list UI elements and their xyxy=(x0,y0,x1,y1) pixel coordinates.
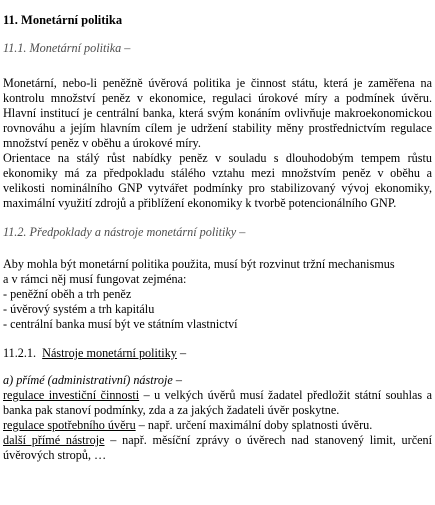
paragraph-prerequisites-line2: a v rámci něj musí fungovat zejména: xyxy=(3,272,187,286)
text-consumer-credit: – např. určení maximální doby splatnosti úvěru. xyxy=(135,418,373,432)
paragraph-definition: Monetární, nebo-li peněžně úvěrová politika je činnost státu, která je zaměřena na kontrolu množství peněz v ekonomice, regulaci úrokové míry a podmínek úvěru. Hlavní institucí je centrální banka, která svým konáním ovlivňuje makroekonomickou rovnováhu a jejím hlavním cílem je udržení stability měny prostřednictvím regulace množství peněz v oběhu a úrokové míry. xyxy=(3,76,432,150)
term-consumer-credit: regulace spotřebního úvěru xyxy=(3,418,136,432)
term-investment-regulation: regulace investiční činnosti xyxy=(3,388,140,402)
term-other-direct: další přímé nástroje xyxy=(3,433,105,447)
section-heading-11-2: 11.2. Předpoklady a nástroje monetární politiky – xyxy=(3,225,246,239)
section-title: Nástroje monetární politiky xyxy=(42,346,177,360)
item-other-direct xyxy=(3,433,432,463)
paragraph-orientation: Orientace na stálý růst nabídky peněz v souladu s dlouhodobým tempem růstu ekonomiky má za předpokladu stálého vztahu mezi množstvím peněz v oběhu a velikosti nominálního GNP vytvářet podmínky pro stabilizovaný vývoj ekonomiky, maximální využití zdrojů a přiblížení ekonomiky k tvorbě potencionálního GNP. xyxy=(3,151,432,210)
chapter-heading: 11. Monetární politika xyxy=(3,13,123,27)
text-other-direct: – např. měsíční zprávy o úvěrech nad stanovený limit, určení úvěrových stropů, … xyxy=(3,433,432,462)
section-heading-11-1: 11.1. Monetární politika – xyxy=(3,41,131,55)
list-item-money-circulation: - peněžní oběh a trh peněz xyxy=(3,287,132,301)
paragraph-prerequisites-line1: Aby mohla být monetární politika použita, musí být rozvinut tržní mechanismus xyxy=(3,257,395,271)
section-heading-11-2-1 xyxy=(3,346,432,361)
list-item-credit-system: - úvěrový systém a trh kapitálu xyxy=(3,302,155,316)
direct-instruments-heading: a) přímé (administrativní) nástroje – xyxy=(3,373,182,387)
section-number: 11.2.1. xyxy=(3,346,37,360)
text-investment-regulation: – u velkých úvěrů musí žadatel předložit státní souhlas a banka pak stanoví podmínky, zda a za jakých žadateli úvěr poskytne. xyxy=(3,388,432,417)
section-dash: – xyxy=(179,346,187,360)
item-consumer-credit xyxy=(3,418,432,433)
list-item-central-bank: - centrální banka musí být ve státním vlastnictví xyxy=(3,317,238,331)
item-investment-regulation xyxy=(3,388,432,418)
